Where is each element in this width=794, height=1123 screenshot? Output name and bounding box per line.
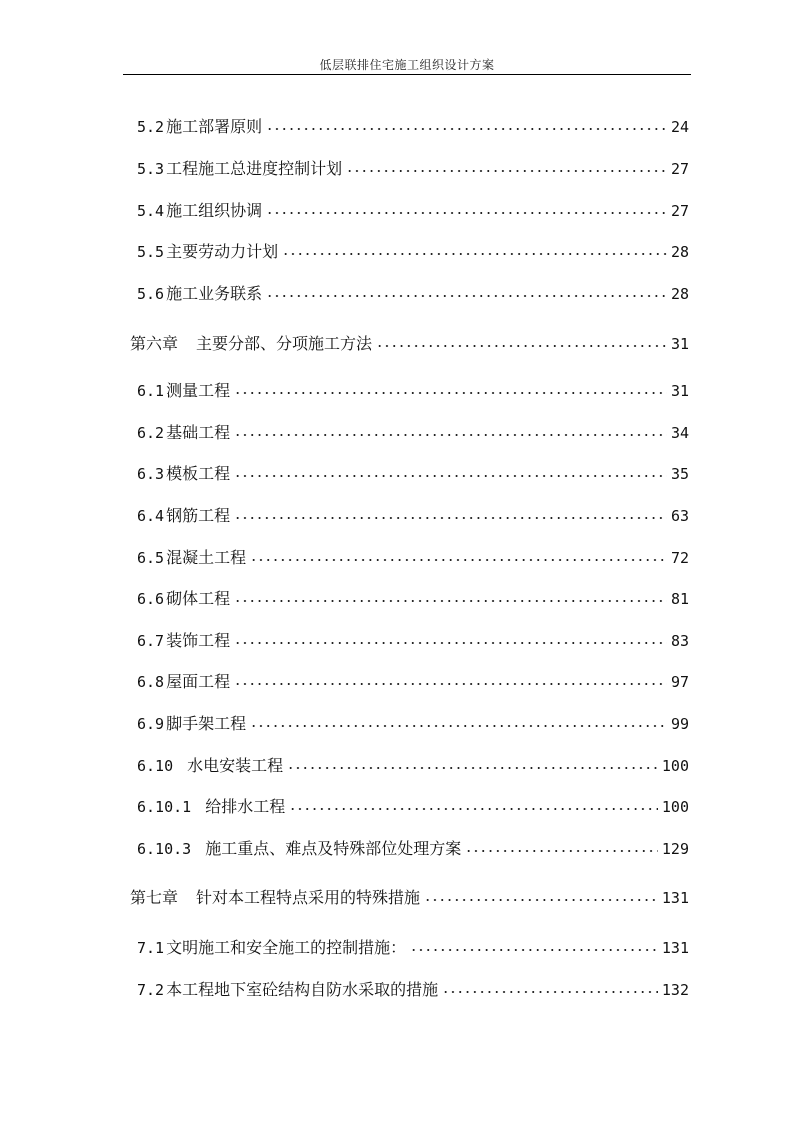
toc-entry-title: 基础工程 [166, 423, 231, 442]
toc-entry-number: 6.8 [137, 673, 165, 691]
toc-dot-leader [442, 988, 658, 996]
toc-entry-page-number: 131 [661, 939, 689, 957]
toc-dot-leader [250, 556, 667, 564]
toc-dot-leader [376, 342, 667, 350]
toc-entry-title: 模板工程 [166, 464, 231, 483]
toc-entry-number: 7.1 [137, 939, 165, 957]
toc-entry[interactable] [137, 377, 689, 401]
toc-entry-number: 5.4 [137, 202, 165, 220]
toc-entry[interactable] [137, 668, 689, 692]
toc-dot-leader [234, 431, 667, 439]
toc-entry-title: 文明施工和安全施工的控制措施： [166, 938, 407, 957]
toc-entry-page-number: 28 [670, 285, 689, 303]
toc-dot-leader [250, 722, 667, 730]
toc-entry-page-number: 34 [670, 424, 689, 442]
toc-entry-title: 水电安装工程 [187, 756, 284, 775]
toc-entry[interactable] [137, 460, 689, 484]
toc-entry[interactable] [137, 793, 689, 817]
toc-entry[interactable] [137, 502, 689, 526]
toc-entry-page-number: 24 [670, 118, 689, 136]
toc-dot-leader [234, 472, 667, 480]
toc-entry-page-number: 72 [670, 549, 689, 567]
toc-entry-title: 混凝土工程 [166, 548, 247, 567]
toc-entry-page-number: 83 [670, 632, 689, 650]
toc-entry[interactable] [137, 627, 689, 651]
toc-entry-title: 施工重点、难点及特殊部位处理方案 [205, 839, 462, 858]
toc-entry-number: 6.1 [137, 382, 165, 400]
page-header-title: 低层联排住宅施工组织设计方案 [319, 58, 495, 72]
toc-entry[interactable] [137, 976, 689, 1000]
toc-entry-page-number: 100 [661, 798, 689, 816]
toc-entry[interactable] [137, 934, 689, 958]
toc-entry-number: 6.2 [137, 424, 165, 442]
toc-dot-leader [234, 514, 667, 522]
toc-entry-page-number: 28 [670, 243, 689, 261]
toc-entry[interactable] [137, 280, 689, 304]
toc-entry[interactable] [137, 155, 689, 179]
toc-entry-page-number: 97 [670, 673, 689, 691]
toc-dot-leader [287, 764, 658, 772]
toc-entry-title: 脚手架工程 [166, 714, 247, 733]
toc-entry[interactable] [137, 710, 689, 734]
toc-entry-title: 测量工程 [166, 381, 231, 400]
toc-dot-leader [234, 680, 667, 688]
toc-entry-page-number: 132 [661, 981, 689, 999]
toc-dot-leader [234, 639, 667, 647]
toc-entry[interactable] [137, 544, 689, 568]
toc-entry-title: 给排水工程 [205, 797, 286, 816]
toc-entry-number: 6.7 [137, 632, 165, 650]
toc-entry[interactable] [137, 835, 689, 859]
toc-entry-page-number: 131 [661, 889, 689, 907]
toc-entry-title: 工程施工总进度控制计划 [166, 159, 343, 178]
toc-entry-title: 针对本工程特点采用的特殊措施 [196, 888, 421, 907]
toc-entry[interactable] [137, 419, 689, 443]
toc-entry-title: 本工程地下室砼结构自防水采取的措施 [166, 980, 439, 999]
toc-dot-leader [266, 209, 667, 217]
toc-entry-page-number: 31 [670, 382, 689, 400]
toc-entry-title: 钢筋工程 [166, 506, 231, 525]
toc-entry-number: 6.6 [137, 590, 165, 608]
toc-entry-number: 6.10 [137, 757, 174, 775]
toc-entry-number: 6.10.3 [137, 840, 192, 858]
toc-dot-leader [234, 389, 667, 397]
toc-entry-page-number: 27 [670, 160, 689, 178]
toc-entry-page-number: 35 [670, 465, 689, 483]
toc-entry-number: 第六章 [130, 334, 179, 353]
toc-entry[interactable] [137, 113, 689, 137]
toc-entry[interactable] [137, 238, 689, 262]
toc-entry-page-number: 63 [670, 507, 689, 525]
toc-dot-leader [346, 167, 667, 175]
toc-entry[interactable] [137, 585, 689, 609]
toc-entry[interactable] [130, 330, 689, 354]
toc-entry-title: 主要分部、分项施工方法 [196, 334, 373, 353]
toc-entry-page-number: 31 [670, 335, 689, 353]
toc-entry[interactable] [137, 197, 689, 221]
toc-entry-title: 屋面工程 [166, 672, 231, 691]
toc-entry[interactable] [137, 752, 689, 776]
toc-entry-number: 5.5 [137, 243, 165, 261]
toc-entry-number: 5.3 [137, 160, 165, 178]
toc-dot-leader [234, 597, 667, 605]
toc-dot-leader [410, 946, 658, 954]
toc-entry-page-number: 129 [661, 840, 689, 858]
toc-entry-page-number: 100 [661, 757, 689, 775]
toc-entry-page-number: 27 [670, 202, 689, 220]
toc-entry-number: 5.2 [137, 118, 165, 136]
toc-entry-number: 6.5 [137, 549, 165, 567]
toc-dot-leader [266, 292, 667, 300]
toc-entry-page-number: 99 [670, 715, 689, 733]
toc-entry-title: 砌体工程 [166, 589, 231, 608]
toc-entry-number: 6.4 [137, 507, 165, 525]
toc-dot-leader [465, 847, 658, 855]
toc-dot-leader [289, 805, 658, 813]
toc-entry-number: 6.10.1 [137, 798, 192, 816]
toc-entry-number: 6.9 [137, 715, 165, 733]
toc-entry-title: 施工组织协调 [166, 201, 263, 220]
toc-entry-number: 5.6 [137, 285, 165, 303]
toc-dot-leader [424, 896, 658, 904]
toc-entry-number: 第七章 [130, 888, 179, 907]
toc-entry-title: 主要劳动力计划 [166, 242, 279, 261]
toc-entry-title: 装饰工程 [166, 631, 231, 650]
toc-dot-leader [282, 250, 667, 258]
toc-entry[interactable] [130, 884, 689, 908]
toc-dot-leader [266, 125, 667, 133]
toc-entry-title: 施工业务联系 [166, 284, 263, 303]
toc-entry-number: 7.2 [137, 981, 165, 999]
toc-entry-number: 6.3 [137, 465, 165, 483]
toc-entry-page-number: 81 [670, 590, 689, 608]
toc-entry-title: 施工部署原则 [166, 117, 263, 136]
